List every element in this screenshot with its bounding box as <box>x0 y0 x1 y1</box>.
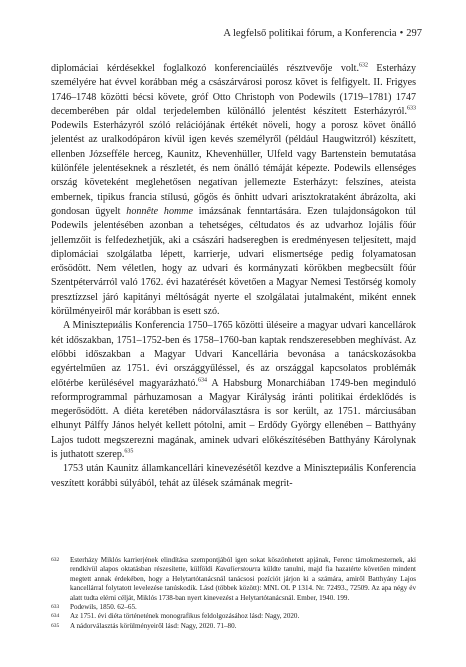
running-title: A legfelső politikai fórum, a Konferencia <box>223 28 397 39</box>
paragraph-text: Podewils Esterházyról szóló relációjának értékét növeli, hogy a porosz követ önálló jelentést az uralkodópáron kívül igen kevés személyről (például Haugwitzról) készített, ellenben Józsefféle herceg, Kaunitz, Khevenhüller, Ulfeld vagy Bartenstein bemutatása különféle jelentéseknek a részletét, és nem önálló témáját képezte. Podewils ellenséges ország követeként meglehetősen negatívan jellemezte Esterházyt: felszínes, ateista embernek, tipikus francia stílusú, gőgös és önhitt udvari arisztokrataként ábrázolta, aki gondosan ügyelt <box>51 120 416 217</box>
footnote-reference[interactable]: 635 <box>124 448 134 455</box>
page-number: 297 <box>406 28 422 39</box>
paragraph-text: Esterházy személyére hat évvel korábban még a császárvárosi porosz követ is felfigyelt. II. Frigyes 1746–1748 közötti bécsi követe, gróf Otto Christoph von Podewils (1719–1781) 1747 decemberében pár oldal terjedelemben különálló jelentést készített Esterházyról. <box>51 63 416 117</box>
footnote-reference[interactable]: 634 <box>197 377 207 384</box>
footnote-text: Podewils, 1850. 62–65. <box>70 603 137 612</box>
paragraph-text: 1753 után Kaunitz államkancellári kinevezésétől kezdve a Minisztериális Konferencia veszített korábbi súlyából, tehát az ülések számának megrit- <box>51 463 416 489</box>
paragraph-text: A Habsburg Monarchiában 1749-ben meginduló reformprogrammal párhuzamosan a Magyar Királyság iránti politikai érdeklődés is megerősödött. A diéta keretében nádorválasztásra is sor került, az 1751. márciusában elhunyt Pálffy János helyét kellett pótolni, amit – Erdődy György ellenében – Batthyány Lajos tudott megszerezni magának, aminek udvari előkészítésében Batthyány Károlynak is juthatott szerep. <box>51 377 416 461</box>
footnote-number: 635 <box>51 622 60 629</box>
footnotes-section <box>51 556 416 631</box>
paragraph-text: imázsának fenntartására. Ezen tulajdonságokon túl Podewils jelentésében azonban a tehetséges, céltudatos és az udvarhoz lojális főúr jellemzőit is felfedezhetjük, aki a császári hadseregben is eredményesen teljesített, majd diplomáciai szolgálatba lépett, karrierje, udvari elismertsége pedig folyamatosan erősödött. Nem véletlen, hogy az udvari és kormányzati körökben megbecsült főúr Szentpétervárról való 1762. évi hazatérését követően a Magyar Nemesi Testőrség komoly presztízzsel járó kapitányi méltóságát nyerte el szolgálatai jutalmaként, miként ennek körülményeiről már korábban is esett szó. <box>51 205 416 318</box>
paragraph-text: diplomáciai kérdésekkel foglalkozó konferenciaülés résztvevője volt. <box>51 63 359 74</box>
running-header <box>45 28 422 39</box>
footnote-reference[interactable]: 633 <box>407 105 416 112</box>
paragraph <box>51 62 416 319</box>
footnote-number: 632 <box>51 557 60 563</box>
paragraph <box>51 462 416 491</box>
footnote-number: 634 <box>51 613 60 620</box>
footnote <box>51 603 416 612</box>
footnote <box>51 612 416 621</box>
paragraph <box>51 319 416 462</box>
italic-term: honnête homme <box>126 205 193 217</box>
footnote-text: Az 1751. évi diéta történetének monografikus feldolgozásához lásd: Nagy, 2020. <box>70 612 300 621</box>
footnote-italic-term: Kavalierstour <box>215 565 255 574</box>
paragraph-text: A Minisztериális Konferencia 1750–1765 közötti üléseire a magyar udvari kancellárok két időszakban, 1751–1752-ben és 1758–1760-ban kaptak rendszeresebben meghívást. Az előbbi időszakban a Magyar Udvari Kancellária bevonása a tanácskozásokba egyértelműen az 1751. évi országgyűléssel, és az országgal kapcsolatos problémák előtérbe kerülésével magyarázható. <box>51 320 416 389</box>
footnote-number: 633 <box>51 604 60 611</box>
footnote-text: Esterházy Miklós karrierjének elindítása szempontjából igen sokat köszönhetett apjának, Ferenc tárnokmesternek, aki rendkívül alapos oktatásban részesítette, külföldi Kavalierstourra küldte tanulni, majd fia hazatérte követően mindent megtett annak érdekében, hogy a Helytartótanácsnál tanácsosi pozíciót járjon ki a számára, amiről Batthyány Lajos kancellárral folytatott levelezése tanúskodik. Lásd (többek között): MNL OL P 1314. Nr. 72493., 72509. Az apa négy év alatt tudta elérni célját, Miklós 1738-ban nyert kinevezést a Helytartótanácsnál. Ember, 1940. 199. <box>70 556 416 602</box>
main-text <box>51 62 416 491</box>
header-separator: • <box>399 28 404 39</box>
footnote <box>51 622 416 631</box>
footnote <box>51 556 416 603</box>
footnote-text: A nádorválasztás körülményeiről lásd: Nagy, 2020. 71–80. <box>70 621 237 630</box>
footnote-reference[interactable]: 632 <box>358 62 368 69</box>
